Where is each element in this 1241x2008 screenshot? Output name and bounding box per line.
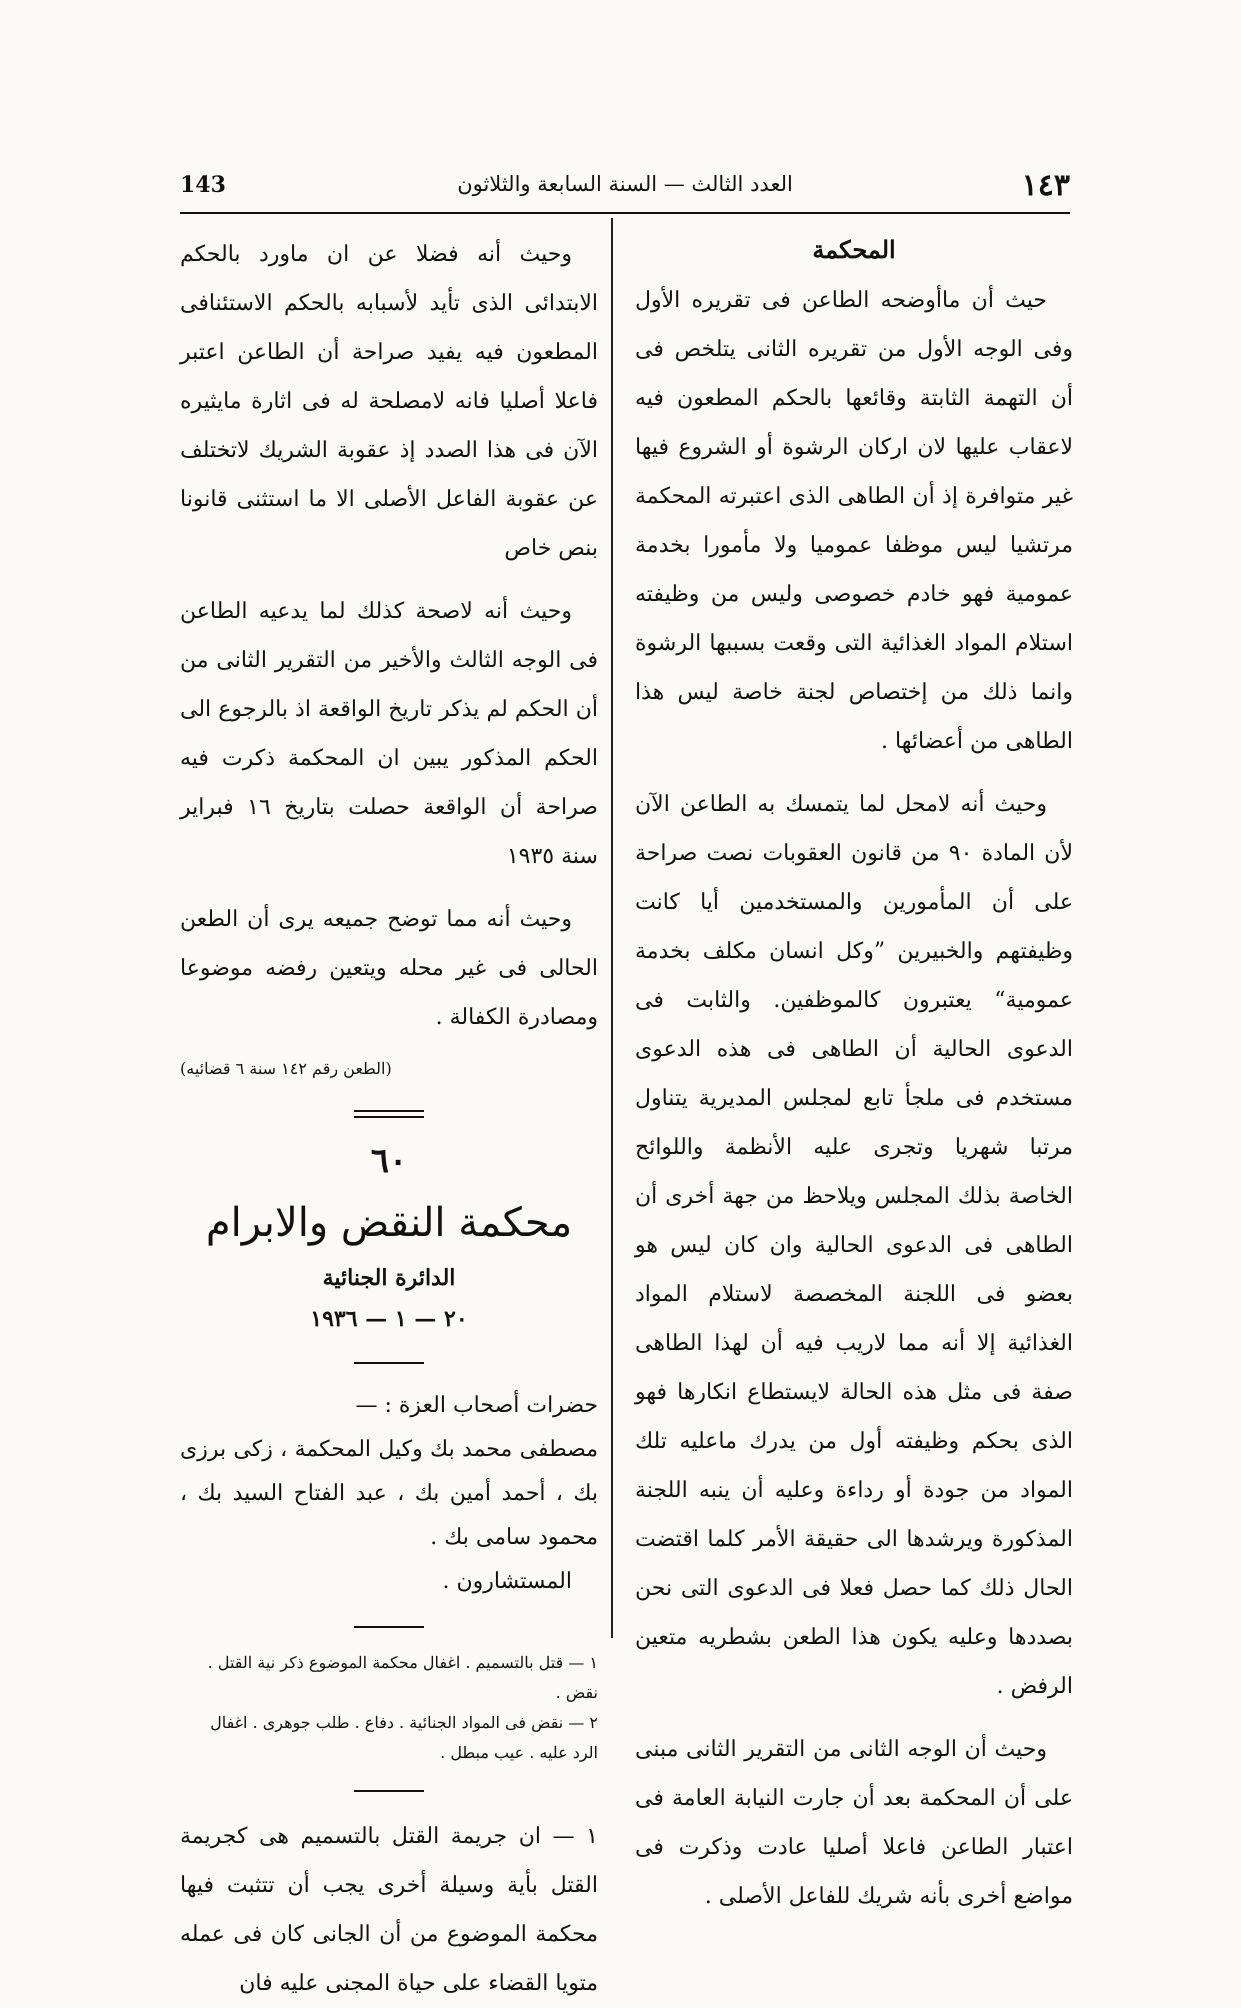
header-rule [180,212,1070,214]
page-number-arabic: ١٤٣ [1021,168,1070,203]
judges-list: مصطفى محمد بك وكيل المحكمة ، زكى برزى بك ، أحمد أمين بك ، عبد الفتاح السيد بك ، محمود سامى بك . [180,1437,598,1550]
court-name: محكمة النقض والابرام [205,1200,573,1246]
section-separator [354,1110,424,1118]
right-column [635,230,1073,1935]
chamber-name: الدائرة الجنائية [322,1265,456,1291]
paragraph: وحيث أنه فضلا عن ان ماورد بالحكم الابتدائى الذى تأيد لأسبابه بالحكم الاستئنافى المطعون فيه يفيد صراحة أن الطاعن اعتبر فاعلا أصليا فانه لامصلحة له فى اثارة مايثيره الآن فى هذا الصدد إذ عقوبة الشريك لاتختلف عن عقوبة الفاعل الأصلى الا ما استثنى قانونا بنص خاص [180,242,598,561]
judges-intro: حضرات أصحاب العزة : — [355,1393,598,1418]
headnote: ١ — ان جريمة القتل بالتسميم هى كجريمة القتل بأية وسيلة أخرى يجب أن تتثبت فيها محكمة الموضوع من أن الجانى كان فى عمله متويا القضاء على حياة المجنى عليه فان [180,1824,598,1996]
judges-role: المستشارون . [442,1569,572,1594]
case-number: ٦٠ [370,1141,408,1181]
paragraph: وحيث أنه لامحل لما يتمسك به الطاعن الآن لأن المادة ٩٠ من قانون العقوبات نصت صراحة على أن المأمورين والمستخدمين أيا كانت وظيفتهم والخبيرين ”وكل انسان مكلف بخدمة عمومية“ يعتبرون كالموظفين. والثابت فى الدعوى الحالية أن الطاهى فى هذه الدعوى مستخدم فى ملجأ تابع لمجلس المديرية يتناول مرتبا شهريا وتجرى عليه الأنظمة واللوائح الخاصة بذلك المجلس ويلاحظ من جهة أخرى أن الطاهى فى الدعوى الحالية وان كان ليس هو بعضو فى اللجنة المخصصة لاستلام المواد الغذائية إلا أنه مما لاريب فيه أن لهذا الطاهى صفة فى مثل هذه الحالة لايستطاع انكارها فهو الذى بحكم وظيفته أول من يدرك ماعليه تلك المواد من جودة أو رداءة وعليه أن ينبه اللجنة المذكورة ويرشدها الى حقيقة الأمر كلما اقتضت الحال ذلك كما حصل فعلا فى الدعوى التى نحن بصددها وعليه يكون هذا الطعن بشطريه متعين الرفض . [635,792,1074,1699]
summary-item: ٢ — نقض فى المواد الجنائية . دفاع . طلب جوهرى . اغفال الرد عليه . عيب مبطل . [210,1713,598,1762]
case-citation: (الطعن رقم ١٤٢ سنة ٦ قضائيه) [180,1059,392,1078]
left-column [180,230,598,2008]
paragraph: وحيث أنه لاصحة كذلك لما يدعيه الطاعن فى الوجه الثالث والأخير من التقرير الثانى من أن الحكم لم يذكر تاريخ الواقعة اذ بالرجوع الى الحكم المذكور يبين ان المحكمة ذكرت فيه صراحة أن الواقعة حصلت بتاريخ ١٦ فبراير سنة ١٩٣٥ [180,599,598,869]
summary-item: ١ — قتل بالتسميم . اغفال محكمة الموضوع ذكر نية القتل . نقض . [207,1653,598,1702]
paragraph: وحيث أنه مما توضح جميعه يرى أن الطعن الحالى فى غير محله ويتعين رفضه موضوعا ومصادرة الكفالة . [180,907,598,1030]
rule [354,1626,424,1628]
running-title: العدد الثالث — السنة السابعة والثلاثون [457,172,793,196]
judgment-date: ٢٠ — ١ — ١٩٣٦ [310,1306,468,1332]
page-header [180,168,1070,204]
paragraph: حيث أن ماأوضحه الطاعن فى تقريره الأول وفى الوجه الأول من تقريره الثانى يتلخص فى أن التهمة الثابتة وقائعها بالحكم المطعون فيه لاعقاب عليها لان اركان الرشوة أو الشروع فيها غير متوافرة إذ أن الطاهى الذى اعتبرته المحكمة مرتشيا ليس موظفا عموميا ولا مأمورا بخدمة عمومية فهو خادم خصوصى وليس من وظيفته استلام المواد الغذائية التى وقعت بسببها الرشوة وانما ذلك من إختصاص لجنة خاصة ليس هذا الطاهى من أعضائها . [635,288,1073,754]
rule [354,1790,424,1792]
column-divider [611,218,613,1638]
rule [354,1362,424,1364]
section-heading: المحكمة [812,235,896,264]
paragraph: وحيث أن الوجه الثانى من التقرير الثانى مبنى على أن المحكمة بعد أن جارت النيابة العامة فى اعتبار الطاعن فاعلا أصليا عادت وذكرت فى مواضع أخرى بأنه شريك للفاعل الأصلى . [635,1737,1073,1909]
page-number-latin: 143 [180,172,226,198]
